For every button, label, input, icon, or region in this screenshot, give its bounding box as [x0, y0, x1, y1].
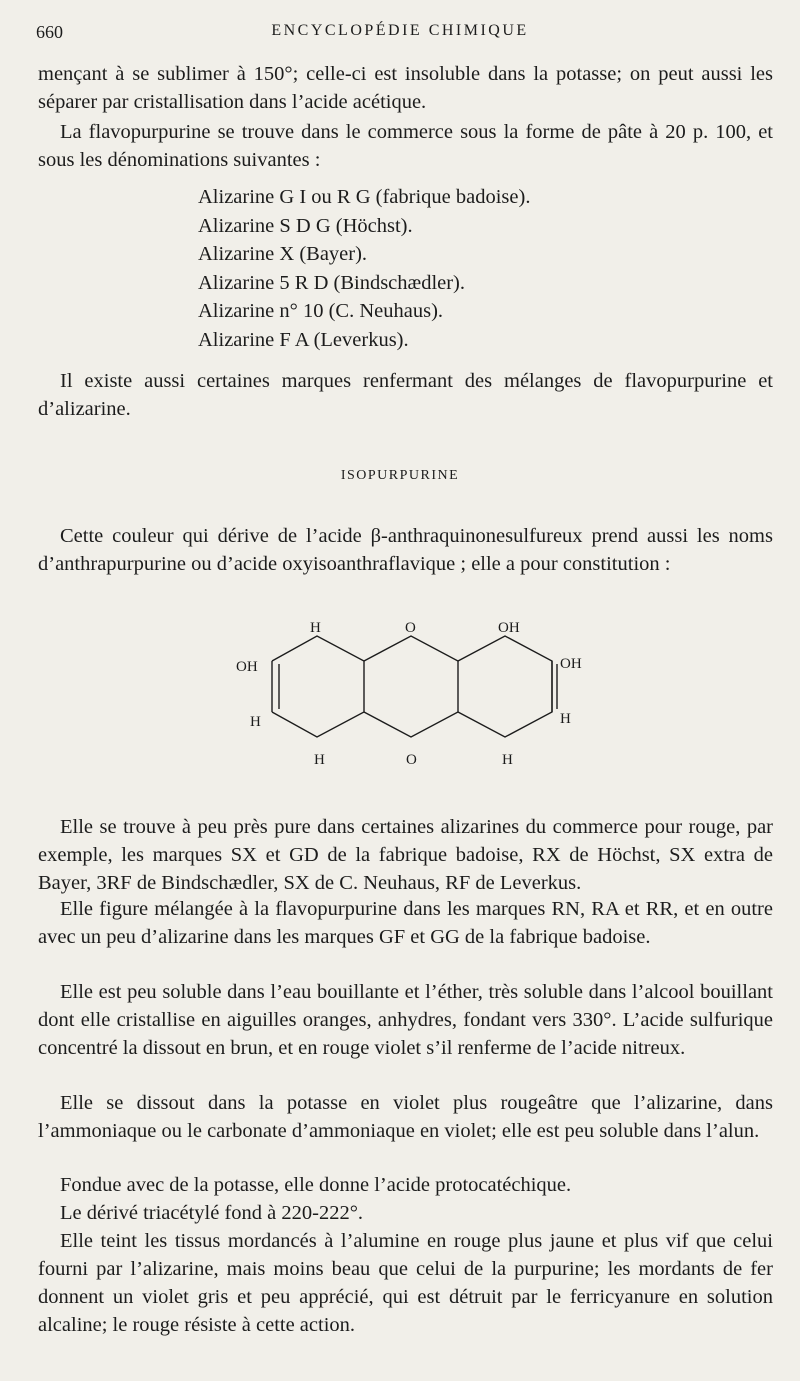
- paragraph-marques: Il existe aussi certaines marques renfermant des mélanges de flavopurpurine et d’alizarine.: [38, 370, 773, 420]
- formula-rings: [272, 636, 557, 737]
- paragraph-2: Elle figure mélangée à la flavopurpurine dans les marques RN, RA et RR, et en outre avec un peu d’alizarine dans les marques GF et GG de la fabrique badoise.: [38, 898, 773, 948]
- section-title: ISOPURPURINE: [340, 468, 460, 483]
- atom-label: O: [405, 620, 416, 636]
- list-item: Alizarine G I ou R G (fabrique badoise).: [198, 186, 531, 208]
- running-header: [0, 22, 800, 48]
- page-number: 660: [36, 22, 63, 42]
- list-item: Alizarine F A (Leverkus).: [198, 328, 409, 351]
- paragraph-3: Elle est peu soluble dans l’eau bouillante et l’éther, très soluble dans l’alcool bouillant dont elle cristallise en aiguilles oranges, anhydres, fondant vers 330°. L’acide sulfurique concentré la dissout en brun, et en rouge violet s’il renferme de l’acide nitreux.: [38, 981, 773, 1059]
- running-title: ENCYCLOPÉDIE CHIMIQUE: [271, 22, 529, 39]
- atom-label: H: [502, 752, 513, 768]
- paragraph-7: Elle teint les tissus mordancés à l’alumine en rouge plus jaune et plus vif que celui fourni par l’alizarine, mais moins beau que celui de la purpurine; les mordants de fer donnent un violet gris et peu apprécié, qui est détruit par le ferricyanure en solution alcaline; le rouge résiste à cette action.: [38, 1230, 773, 1336]
- list-item: Alizarine S D G (Höchst).: [198, 214, 413, 237]
- atom-label: O: [406, 752, 417, 768]
- atom-label: H: [310, 620, 321, 636]
- list-item: Alizarine n° 10 (C. Neuhaus).: [198, 300, 444, 322]
- atom-label: H: [314, 752, 325, 768]
- paragraph-4: Elle se dissout dans la potasse en violet plus rougeâtre que l’alizarine, dans l’ammoniaque ou le carbonate d’ammoniaque en violet; elle est peu soluble dans l’alun.: [38, 1092, 773, 1142]
- atom-label: OH: [560, 656, 582, 672]
- list-item: Alizarine X (Bayer).: [198, 243, 368, 265]
- atom-label: OH: [236, 659, 258, 675]
- paragraph-constitution: Cette couleur qui dérive de l’acide β-anthraquinonesulfureux prend aussi les noms d’anthrapurpurine ou d’acide oxyisoanthraflavique ; elle a pour constitution :: [38, 525, 773, 575]
- paragraph-5: Fondue avec de la potasse, elle donne l’acide protocatéchique.: [60, 1174, 572, 1196]
- list-item: Alizarine 5 R D (Bindschædler).: [198, 271, 466, 294]
- structural-formula: [230, 614, 600, 774]
- atom-label: H: [250, 714, 261, 730]
- atom-label: OH: [498, 620, 520, 636]
- atom-label: H: [560, 711, 571, 727]
- trade-names-list: [198, 183, 530, 354]
- paragraph-1: Elle se trouve à peu près pure dans certaines alizarines du commerce pour rouge, par exemple, les marques SX et GD de la fabrique badoise, RX de Höchst, SX extra de Bayer, 3RF de Bindschædler, SX de C. Neuhaus, RF de Leverkus.: [38, 816, 773, 894]
- paragraph-flavopurpurine: La flavopurpurine se trouve dans le commerce sous la forme de pâte à 20 p. 100, et sous les dénominations suivantes :: [38, 121, 773, 171]
- paragraph-6: Le dérivé triacétylé fond à 220-222°.: [60, 1202, 364, 1224]
- paragraph-intro: mençant à se sublimer à 150°; celle-ci est insoluble dans la potasse; on peut aussi les séparer par cristallisation dans l’acide acétique.: [38, 63, 773, 113]
